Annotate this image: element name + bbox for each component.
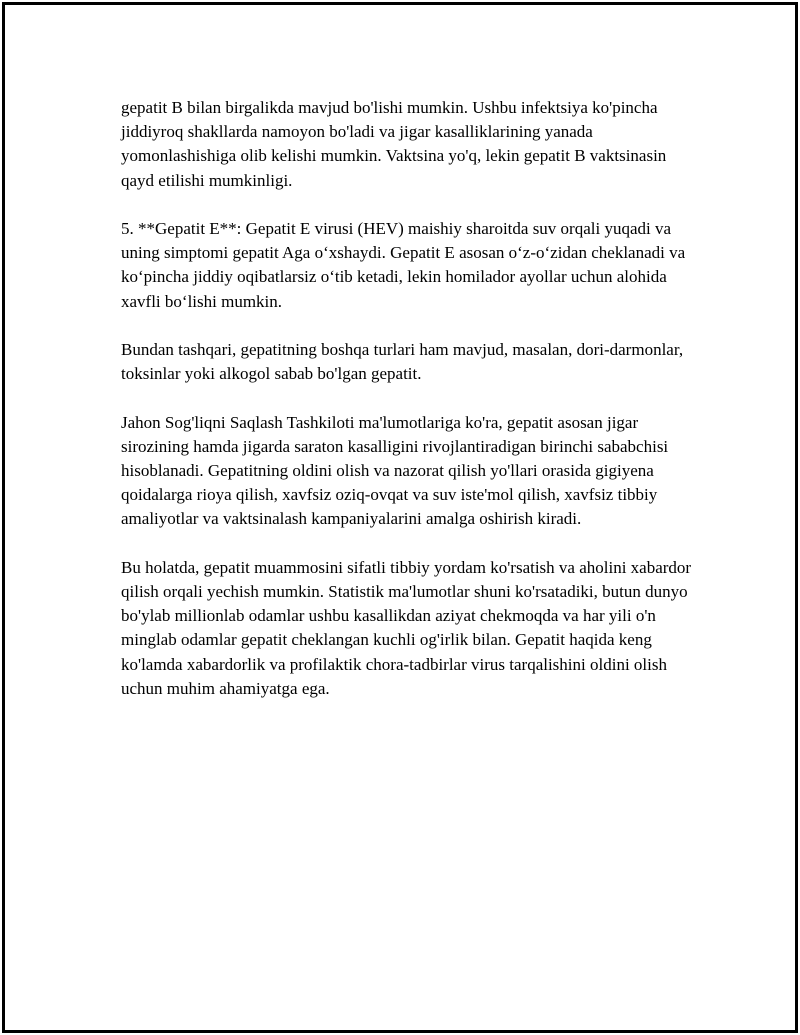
page-frame bbox=[2, 2, 798, 1033]
paragraph-hepatitis-e: 5. **Gepatit E**: Gepatit E virusi (HEV) maishiy sharoitda suv orqali yuqadi va uning simptomi gepatit Aga o‘xshaydi. Gepatit E asosan o‘z-o‘zidan cheklanadi va ko‘pincha jiddiy oqibatlarsiz o‘tib ketadi, lekin homilador ayollar uchun alohida xavfli bo‘lishi mumkin. bbox=[121, 219, 686, 311]
paragraph-hepatitis-d-continuation: gepatit B bilan birgalikda mavjud bo'lishi mumkin. Ushbu infektsiya ko'pincha jiddiyroq shakllarda namoyon bo'ladi va jigar kasalliklarining yanada yomonlashishiga olib kelishi mumkin. Vaktsina yo'q, lekin gepatit B vaktsinasin qayd etilishi mumkinligi. bbox=[121, 98, 667, 190]
paragraph-conclusion: Bu holatda, gepatit muammosini sifatli tibbiy yordam ko'rsatish va aholini xabardor qilish orqali yechish mumkin. Statistik ma'lumotlar shuni ko'rsatadiki, butun dunyo bo'ylab millionlab odamlar ushbu kasallikdan aziyat chekmoqda va har yili o'n minglab odamlar gepatit cheklangan kuchli og'irlik bilan. Gepatit haqida keng ko'lamda xabardorlik va profilaktik chora-tadbirlar virus tarqalishini oldini olish uchun muhim ahamiyatga ega. bbox=[121, 557, 692, 698]
document-body bbox=[121, 96, 701, 725]
paragraph-who-data: Jahon Sog'liqni Saqlash Tashkiloti ma'lumotlariga ko'ra, gepatit asosan jigar sirozining hamda jigarda saraton kasalligini rivojlantiradigan birinchi sababchisi hisoblanadi. Gepatitning oldini olish va nazorat qilish yo'llari orasida gigiyena qoidalarga rioya qilish, xavfsiz oziq-ovqat va suv iste'mol qilish, xavfsiz tibbiy amaliyotlar va vaktsinalash kampaniyalarini amalga oshirish kiradi. bbox=[121, 412, 669, 529]
paragraph-other-types: Bundan tashqari, gepatitning boshqa turlari ham mavjud, masalan, dori-darmonlar, toksinlar yoki alkogol sabab bo'lgan gepatit. bbox=[121, 340, 684, 384]
